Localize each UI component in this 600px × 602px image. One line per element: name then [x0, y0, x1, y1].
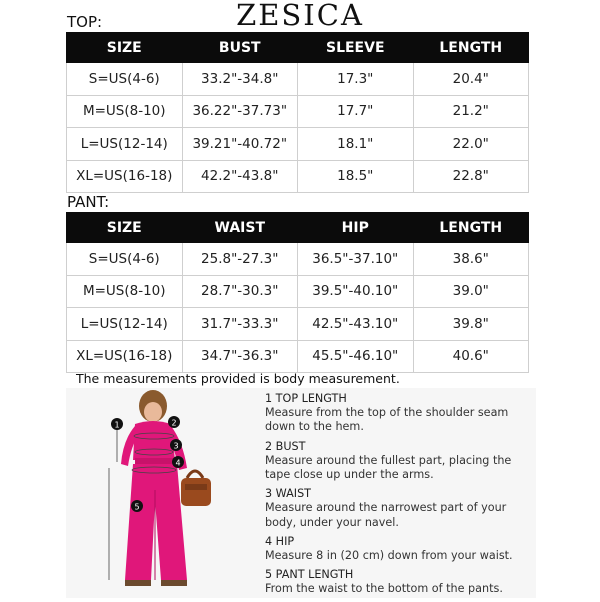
- brand-logo: ZESICA: [236, 0, 364, 32]
- column-header: HIP: [298, 213, 414, 243]
- table-cell: 39.8": [413, 308, 529, 341]
- table-row: [67, 340, 529, 373]
- instruction-title: 2 BUST: [265, 439, 306, 453]
- table-cell: 34.7"-36.3": [182, 340, 298, 373]
- instruction-text: From the waist to the bottom of the pants.: [265, 582, 503, 596]
- top-section-label: TOP:: [67, 13, 103, 31]
- instruction-item: [265, 535, 535, 563]
- instruction-item: [265, 568, 535, 596]
- table-cell: S=US(4-6): [67, 243, 183, 276]
- table-cell: 18.1": [298, 128, 414, 161]
- table-cell: 31.7"-33.3": [182, 308, 298, 341]
- marker-4-label: 4: [175, 458, 181, 468]
- table-cell: M=US(8-10): [67, 275, 183, 308]
- instruction-item: [265, 392, 535, 435]
- instruction-text: Measure around the narrowest part of your body, under your navel.: [265, 501, 507, 529]
- table-cell: 21.2": [413, 95, 529, 128]
- instruction-item: [265, 440, 535, 483]
- table-cell: 36.5"-37.10": [298, 243, 414, 276]
- table-cell: 39.5"-40.10": [298, 275, 414, 308]
- marker-2-label: 2: [171, 418, 177, 428]
- table-cell: L=US(12-14): [67, 128, 183, 161]
- table-cell: 17.7": [298, 95, 414, 128]
- table-cell: XL=US(16-18): [67, 160, 183, 193]
- table-cell: 22.8": [413, 160, 529, 193]
- table-row: [67, 308, 529, 341]
- table-cell: 39.21"-40.72": [182, 128, 298, 161]
- table-cell: 36.22"-37.73": [182, 95, 298, 128]
- table-row: [67, 243, 529, 276]
- table-row: [67, 63, 529, 96]
- table-cell: 39.0": [413, 275, 529, 308]
- table-cell: 38.6": [413, 243, 529, 276]
- column-header: WAIST: [182, 213, 298, 243]
- column-header: BUST: [182, 33, 298, 63]
- table-header-row: [67, 213, 529, 243]
- instruction-title: 3 WAIST: [265, 487, 312, 501]
- measurement-note: The measurements provided is body measurement.: [76, 371, 400, 386]
- instruction-item: [265, 487, 535, 530]
- table-cell: 45.5"-46.10": [298, 340, 414, 373]
- table-cell: 17.3": [298, 63, 414, 96]
- model-photo: [95, 390, 245, 600]
- instruction-title: 5 PANT LENGTH: [265, 568, 354, 582]
- table-cell: 33.2"-34.8": [182, 63, 298, 96]
- table-header-row: [67, 33, 529, 63]
- table-cell: 28.7"-30.3": [182, 275, 298, 308]
- table-cell: 25.8"-27.3": [182, 243, 298, 276]
- table-row: [67, 95, 529, 128]
- table-cell: 42.5"-43.10": [298, 308, 414, 341]
- instruction-text: Measure around the fullest part, placing the tape close up under the arms.: [265, 453, 512, 482]
- column-header: LENGTH: [413, 33, 529, 63]
- instruction-text: Measure from the top of the shoulder seam down to the hem.: [265, 406, 509, 434]
- instruction-title: 1 TOP LENGTH: [265, 392, 347, 405]
- table-cell: XL=US(16-18): [67, 340, 183, 373]
- top-size-table: [66, 32, 529, 193]
- instruction-title: 4 HIP: [265, 534, 295, 548]
- measurement-instructions: [265, 392, 535, 602]
- marker-1-label: 1: [114, 420, 120, 430]
- table-cell: 22.0": [413, 128, 529, 161]
- column-header: SIZE: [67, 213, 183, 243]
- table-cell: 42.2"-43.8": [182, 160, 298, 193]
- table-cell: L=US(12-14): [67, 308, 183, 341]
- column-header: SLEEVE: [298, 33, 414, 63]
- table-row: [67, 275, 529, 308]
- marker-3-label: 3: [173, 441, 179, 451]
- table-cell: 40.6": [413, 340, 529, 373]
- column-header: LENGTH: [413, 213, 529, 243]
- instruction-text: Measure 8 in (20 cm) down from your waist.: [265, 549, 513, 563]
- table-cell: 20.4": [413, 63, 529, 96]
- pant-section-label: PANT:: [67, 193, 110, 211]
- table-cell: M=US(8-10): [67, 95, 183, 128]
- marker-5-label: 5: [134, 502, 140, 512]
- table-cell: S=US(4-6): [67, 63, 183, 96]
- pant-size-table: [66, 212, 529, 373]
- column-header: SIZE: [67, 33, 183, 63]
- table-row: [67, 128, 529, 161]
- table-row: [67, 160, 529, 193]
- table-cell: 18.5": [298, 160, 414, 193]
